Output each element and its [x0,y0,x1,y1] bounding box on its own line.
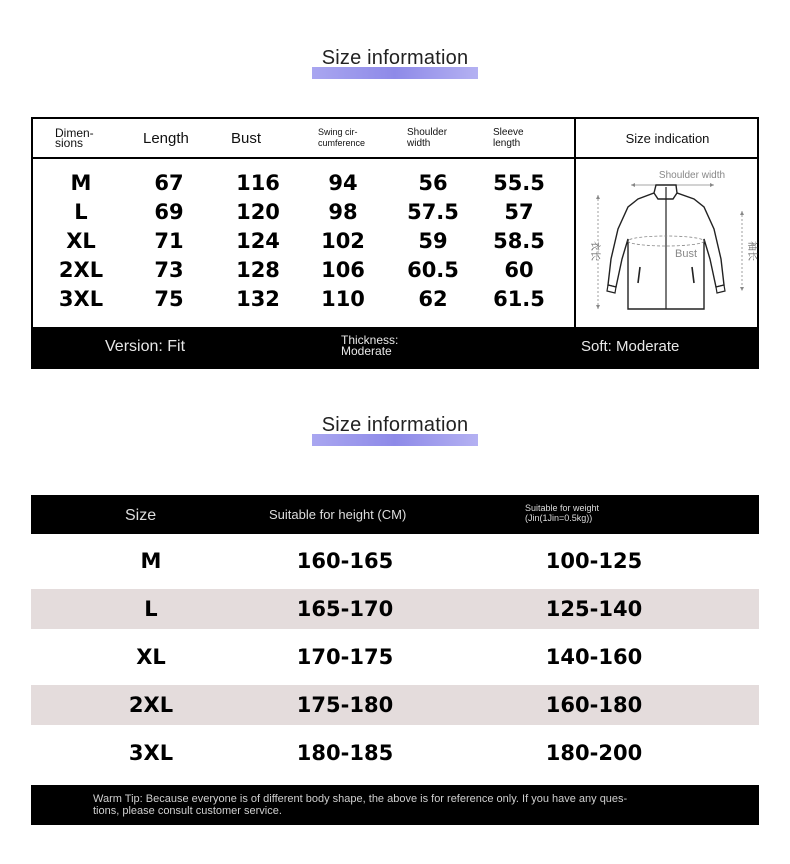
weight-cell: 140-160 [545,645,643,669]
header-size: Size [125,507,157,524]
weight-cell: 180-200 [545,741,643,765]
soft-text: Soft: Moderate [581,338,680,355]
length-label: 衣长 [589,241,600,261]
height-cell: 180-185 [296,741,394,765]
measurement-cell: 110 [321,287,365,311]
weight-cell: 160-180 [545,693,643,717]
measurement-cell: 67 [154,171,184,195]
shoulder-width-label: Shoulder width [658,170,726,181]
measurement-cell: 60.5 [407,258,459,282]
thickness-text: Thickness: Moderate [341,333,399,358]
size-cell: M [140,549,162,573]
header-bust: Bust [231,129,262,147]
measurement-cell: 56 [418,171,448,195]
bust-label: Bust [674,248,698,260]
sleeve-label: 袖长 [746,241,757,261]
weight-cell: 125-140 [545,597,643,621]
jacket-diagram [576,159,759,331]
measurement-cell: 60 [504,258,534,282]
measurement-cell: 75 [154,287,184,311]
section2-title: Size information [321,414,469,436]
measurement-cell: 59 [418,229,448,253]
size-cell: 3XL [128,741,174,765]
measurement-cell: 57.5 [407,200,459,224]
measurement-cell: 116 [236,171,280,195]
version-text: Version: Fit [105,338,186,355]
height-cell: 165-170 [296,597,394,621]
header-weight: Suitable for weight (Jin(1Jin=0.5kg)) [525,503,600,523]
measurement-cell: 102 [321,229,365,253]
height-cell: 160-165 [296,549,394,573]
measurement-cell: 120 [236,200,280,224]
size-indication-label: Size indication [625,130,710,146]
header-swing: Swing cir- cumference [318,127,366,148]
measurement-cell: 94 [328,171,358,195]
section1-heading [0,47,790,70]
measurement-cell: 98 [328,200,358,224]
size-cell: XL [66,229,96,253]
size-cell: 2XL [128,693,174,717]
table-row [31,685,759,725]
measurement-cell: 69 [154,200,184,224]
header-shoulder: Shoulder width [407,127,448,149]
size-cell: 2XL [58,258,104,282]
measurement-cell: 132 [236,287,280,311]
measurement-cell: 73 [154,258,184,282]
recommendation-header [31,495,759,534]
size-cell: L [144,597,158,621]
fabric-info-bar [33,327,757,367]
measurement-cell: 71 [154,229,184,253]
table-row [31,541,759,581]
measurement-cell: 55.5 [493,171,545,195]
measurement-cell: 57 [504,200,534,224]
measurement-cell: 62 [418,287,448,311]
warm-tip: Warm Tip: Because everyone is of different body shape, the above is for reference only. If you have any ques- tions, please consult customer service. [31,785,759,825]
size-cell: L [74,200,88,224]
table-row [31,589,759,629]
size-cell: XL [136,645,166,669]
section2-heading [0,414,790,437]
measurement-cell: 58.5 [493,229,545,253]
measurement-cell: 124 [236,229,280,253]
measurement-cell: 128 [236,258,280,282]
weight-cell: 100-125 [545,549,643,573]
height-cell: 170-175 [296,645,394,669]
measurement-cell: 61.5 [493,287,545,311]
section1-title: Size information [321,47,469,69]
table-row [31,637,759,677]
table-row [31,733,759,773]
header-dimensions: Dimen- sions [55,126,94,150]
measurement-cell: 106 [321,258,365,282]
size-cell: 3XL [58,287,104,311]
header-sleeve: Sleeve length [493,127,524,149]
size-cell: M [70,171,92,195]
height-cell: 175-180 [296,693,394,717]
measurement-table [31,117,759,369]
header-length: Length [143,129,189,147]
header-height: Suitable for height (CM) [269,507,407,522]
